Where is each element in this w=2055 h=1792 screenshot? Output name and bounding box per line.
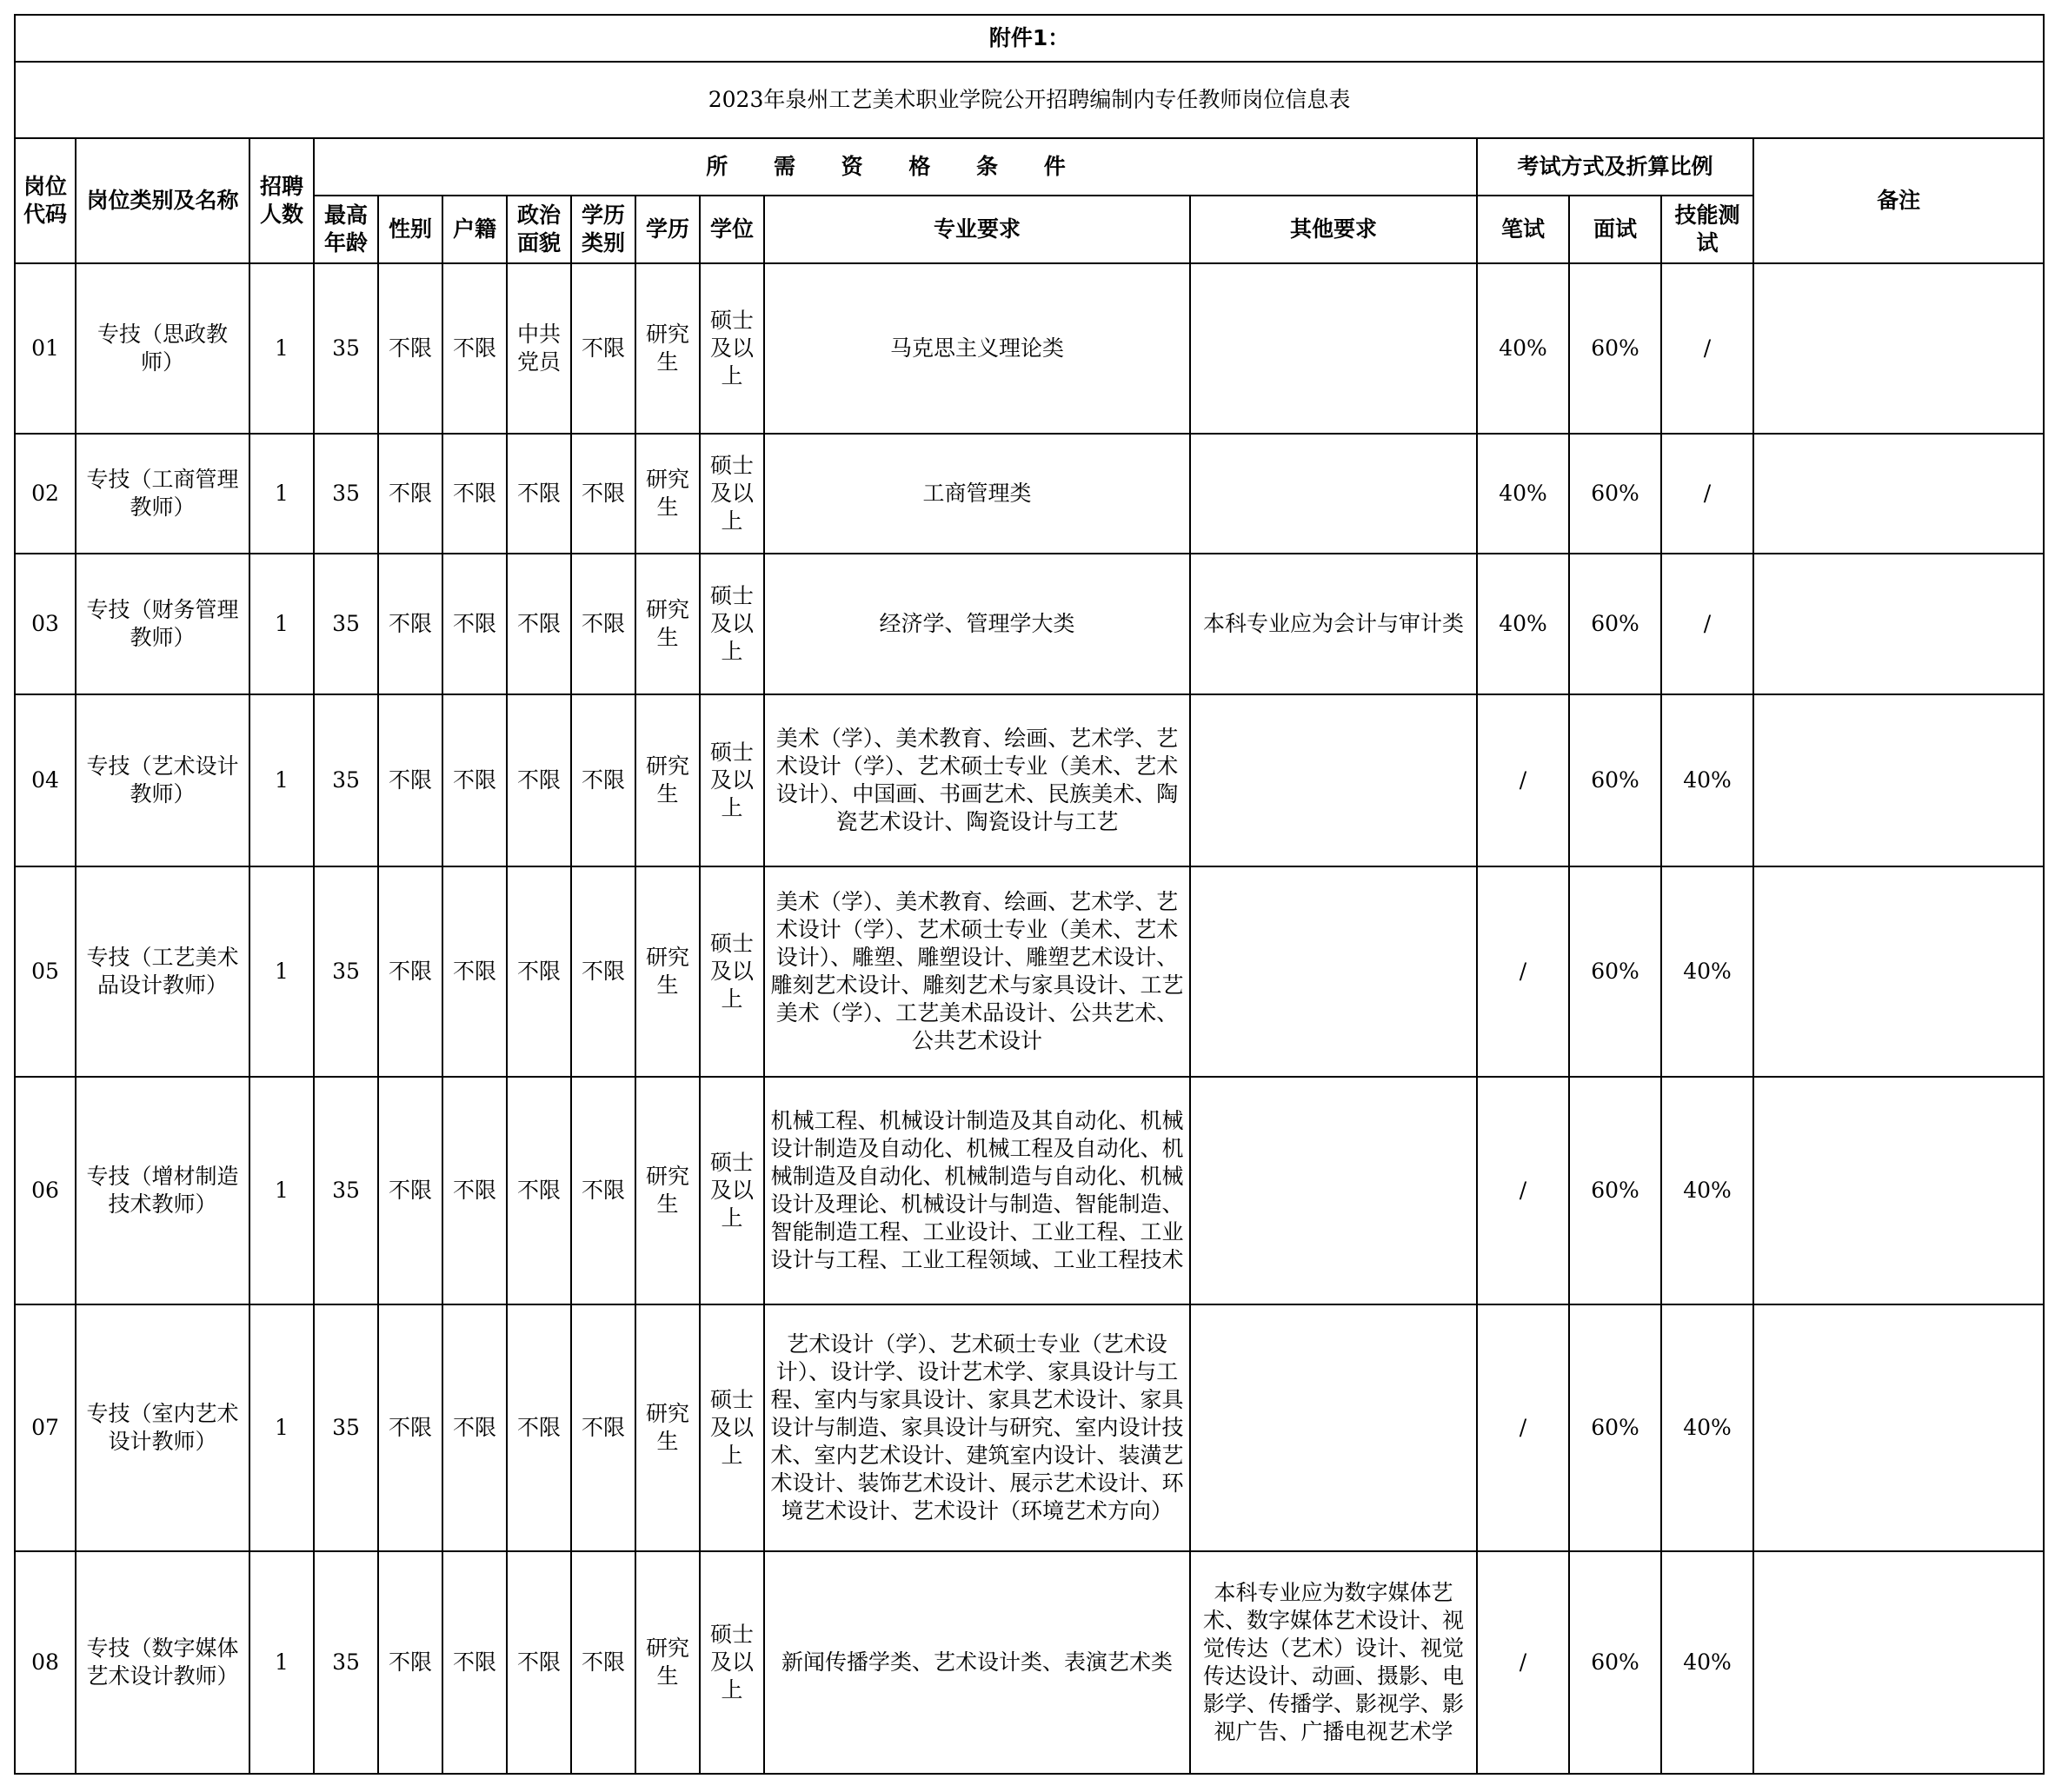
cell-skill: 40%	[1661, 694, 1753, 866]
cell-degree: 硕士及以上	[700, 554, 764, 694]
header-age: 最高年龄	[314, 196, 378, 263]
cell-count: 1	[249, 554, 314, 694]
cell-code: 07	[15, 1304, 76, 1551]
cell-education: 研究生	[635, 1304, 700, 1551]
cell-household: 不限	[442, 1077, 507, 1304]
cell-major: 工商管理类	[764, 434, 1190, 554]
cell-code: 03	[15, 554, 76, 694]
cell-count: 1	[249, 263, 314, 434]
table-row	[15, 1551, 2044, 1774]
cell-age: 35	[314, 1304, 378, 1551]
header-skill: 技能测试	[1661, 196, 1753, 263]
cell-political: 不限	[507, 866, 571, 1077]
cell-degree: 硕士及以上	[700, 1551, 764, 1774]
cell-edu-type: 不限	[571, 554, 635, 694]
cell-other	[1190, 1304, 1477, 1551]
cell-interview: 60%	[1569, 1077, 1661, 1304]
cell-category: 专技（工艺美术品设计教师）	[76, 866, 249, 1077]
cell-category: 专技（室内艺术设计教师）	[76, 1304, 249, 1551]
cell-edu-type: 不限	[571, 434, 635, 554]
header-remarks: 备注	[1753, 138, 2044, 263]
table-row	[15, 554, 2044, 694]
cell-code: 02	[15, 434, 76, 554]
cell-age: 35	[314, 694, 378, 866]
cell-political: 不限	[507, 1551, 571, 1774]
cell-edu-type: 不限	[571, 1304, 635, 1551]
cell-remarks	[1753, 434, 2044, 554]
cell-written: /	[1477, 1304, 1569, 1551]
header-edu-type: 学历类别	[571, 196, 635, 263]
cell-age: 35	[314, 866, 378, 1077]
cell-other	[1190, 1077, 1477, 1304]
cell-education: 研究生	[635, 1551, 700, 1774]
cell-count: 1	[249, 1304, 314, 1551]
cell-category: 专技（数字媒体艺术设计教师）	[76, 1551, 249, 1774]
cell-interview: 60%	[1569, 866, 1661, 1077]
cell-household: 不限	[442, 866, 507, 1077]
cell-other	[1190, 263, 1477, 434]
cell-political: 不限	[507, 1077, 571, 1304]
cell-count: 1	[249, 866, 314, 1077]
header-gender: 性别	[378, 196, 442, 263]
cell-category: 专技（艺术设计教师）	[76, 694, 249, 866]
cell-other: 本科专业应为会计与审计类	[1190, 554, 1477, 694]
cell-household: 不限	[442, 554, 507, 694]
cell-other	[1190, 694, 1477, 866]
cell-edu-type: 不限	[571, 694, 635, 866]
cell-major: 新闻传播学类、艺术设计类、表演艺术类	[764, 1551, 1190, 1774]
cell-gender: 不限	[378, 1304, 442, 1551]
cell-age: 35	[314, 554, 378, 694]
cell-count: 1	[249, 1551, 314, 1774]
cell-gender: 不限	[378, 1551, 442, 1774]
cell-edu-type: 不限	[571, 1551, 635, 1774]
header-qualifications: 所 需 资 格 条 件	[314, 138, 1477, 196]
cell-written: 40%	[1477, 554, 1569, 694]
cell-remarks	[1753, 263, 2044, 434]
cell-other	[1190, 866, 1477, 1077]
header-code: 岗位代码	[15, 138, 76, 263]
cell-remarks	[1753, 554, 2044, 694]
cell-age: 35	[314, 434, 378, 554]
cell-other: 本科专业应为数字媒体艺术、数字媒体艺术设计、视觉传达（艺术）设计、视觉传达设计、动画、摄影、电影学、传播学、影视学、影视广告、广播电视艺术学	[1190, 1551, 1477, 1774]
cell-gender: 不限	[378, 866, 442, 1077]
header-other: 其他要求	[1190, 196, 1477, 263]
cell-education: 研究生	[635, 554, 700, 694]
cell-political: 不限	[507, 554, 571, 694]
cell-education: 研究生	[635, 694, 700, 866]
cell-written: 40%	[1477, 263, 1569, 434]
table-row	[15, 434, 2044, 554]
cell-code: 06	[15, 1077, 76, 1304]
cell-category: 专技（工商管理教师）	[76, 434, 249, 554]
cell-other	[1190, 434, 1477, 554]
table-row	[15, 1304, 2044, 1551]
cell-political: 不限	[507, 1304, 571, 1551]
header-education: 学历	[635, 196, 700, 263]
header-household: 户籍	[442, 196, 507, 263]
cell-age: 35	[314, 1077, 378, 1304]
cell-major: 马克思主义理论类	[764, 263, 1190, 434]
cell-degree: 硕士及以上	[700, 1304, 764, 1551]
cell-major: 美术（学）、美术教育、绘画、艺术学、艺术设计（学）、艺术硕士专业（美术、艺术设计）、中国画、书画艺术、民族美术、陶瓷艺术设计、陶瓷设计与工艺	[764, 694, 1190, 866]
cell-interview: 60%	[1569, 554, 1661, 694]
cell-degree: 硕士及以上	[700, 1077, 764, 1304]
header-count: 招聘人数	[249, 138, 314, 263]
cell-category: 专技（思政教师）	[76, 263, 249, 434]
cell-code: 05	[15, 866, 76, 1077]
cell-interview: 60%	[1569, 1304, 1661, 1551]
cell-gender: 不限	[378, 1077, 442, 1304]
cell-degree: 硕士及以上	[700, 434, 764, 554]
cell-remarks	[1753, 866, 2044, 1077]
cell-code: 04	[15, 694, 76, 866]
table-row	[15, 1077, 2044, 1304]
cell-edu-type: 不限	[571, 263, 635, 434]
cell-education: 研究生	[635, 866, 700, 1077]
cell-written: 40%	[1477, 434, 1569, 554]
cell-gender: 不限	[378, 694, 442, 866]
cell-remarks	[1753, 1551, 2044, 1774]
cell-interview: 60%	[1569, 434, 1661, 554]
cell-household: 不限	[442, 434, 507, 554]
cell-skill: 40%	[1661, 1077, 1753, 1304]
cell-interview: 60%	[1569, 1551, 1661, 1774]
table-row	[15, 263, 2044, 434]
cell-written: /	[1477, 1077, 1569, 1304]
header-exam: 考试方式及折算比例	[1477, 138, 1753, 196]
cell-written: /	[1477, 1551, 1569, 1774]
cell-age: 35	[314, 263, 378, 434]
cell-household: 不限	[442, 263, 507, 434]
cell-household: 不限	[442, 694, 507, 866]
cell-household: 不限	[442, 1551, 507, 1774]
cell-skill: /	[1661, 554, 1753, 694]
cell-education: 研究生	[635, 1077, 700, 1304]
cell-education: 研究生	[635, 434, 700, 554]
cell-skill: /	[1661, 263, 1753, 434]
header-category: 岗位类别及名称	[76, 138, 249, 263]
cell-gender: 不限	[378, 554, 442, 694]
cell-skill: 40%	[1661, 1304, 1753, 1551]
cell-political: 不限	[507, 694, 571, 866]
cell-degree: 硕士及以上	[700, 866, 764, 1077]
table-row	[15, 866, 2044, 1077]
cell-interview: 60%	[1569, 694, 1661, 866]
cell-edu-type: 不限	[571, 866, 635, 1077]
cell-major: 经济学、管理学大类	[764, 554, 1190, 694]
cell-interview: 60%	[1569, 263, 1661, 434]
header-political: 政治面貌	[507, 196, 571, 263]
cell-degree: 硕士及以上	[700, 263, 764, 434]
cell-category: 专技（财务管理教师）	[76, 554, 249, 694]
cell-skill: 40%	[1661, 1551, 1753, 1774]
cell-written: /	[1477, 694, 1569, 866]
header-degree: 学位	[700, 196, 764, 263]
cell-gender: 不限	[378, 434, 442, 554]
cell-category: 专技（增材制造技术教师）	[76, 1077, 249, 1304]
page-title: 2023年泉州工艺美术职业学院公开招聘编制内专任教师岗位信息表	[15, 62, 2044, 138]
cell-degree: 硕士及以上	[700, 694, 764, 866]
cell-remarks	[1753, 1304, 2044, 1551]
cell-age: 35	[314, 1551, 378, 1774]
cell-count: 1	[249, 1077, 314, 1304]
header-written: 笔试	[1477, 196, 1569, 263]
header-interview: 面试	[1569, 196, 1661, 263]
recruitment-sheet	[14, 14, 2043, 1775]
cell-major: 艺术设计（学）、艺术硕士专业（艺术设计）、设计学、设计艺术学、家具设计与工程、室内与家具设计、家具艺术设计、家具设计与制造、家具设计与研究、室内设计技术、室内艺术设计、建筑室内设计、装潢艺术设计、装饰艺术设计、展示艺术设计、环境艺术设计、艺术设计（环境艺术方向）	[764, 1304, 1190, 1551]
cell-education: 研究生	[635, 263, 700, 434]
cell-political: 中共党员	[507, 263, 571, 434]
cell-major: 美术（学）、美术教育、绘画、艺术学、艺术设计（学）、艺术硕士专业（美术、艺术设计）、雕塑、雕塑设计、雕塑艺术设计、雕刻艺术设计、雕刻艺术与家具设计、工艺美术（学）、工艺美术品设计、公共艺术、公共艺术设计	[764, 866, 1190, 1077]
cell-skill: /	[1661, 434, 1753, 554]
cell-code: 08	[15, 1551, 76, 1774]
cell-remarks	[1753, 1077, 2044, 1304]
cell-household: 不限	[442, 1304, 507, 1551]
cell-count: 1	[249, 434, 314, 554]
cell-major: 机械工程、机械设计制造及其自动化、机械设计制造及自动化、机械工程及自动化、机械制造及自动化、机械制造与自动化、机械设计及理论、机械设计与制造、智能制造、智能制造工程、工业设计、工业工程、工业设计与工程、工业工程领域、工业工程技术	[764, 1077, 1190, 1304]
position-table	[14, 14, 2045, 1775]
header-major: 专业要求	[764, 196, 1190, 263]
cell-skill: 40%	[1661, 866, 1753, 1077]
cell-edu-type: 不限	[571, 1077, 635, 1304]
cell-code: 01	[15, 263, 76, 434]
cell-gender: 不限	[378, 263, 442, 434]
cell-political: 不限	[507, 434, 571, 554]
cell-written: /	[1477, 866, 1569, 1077]
cell-count: 1	[249, 694, 314, 866]
cell-remarks	[1753, 694, 2044, 866]
table-row	[15, 694, 2044, 866]
attachment-label: 附件1：	[15, 15, 2044, 62]
